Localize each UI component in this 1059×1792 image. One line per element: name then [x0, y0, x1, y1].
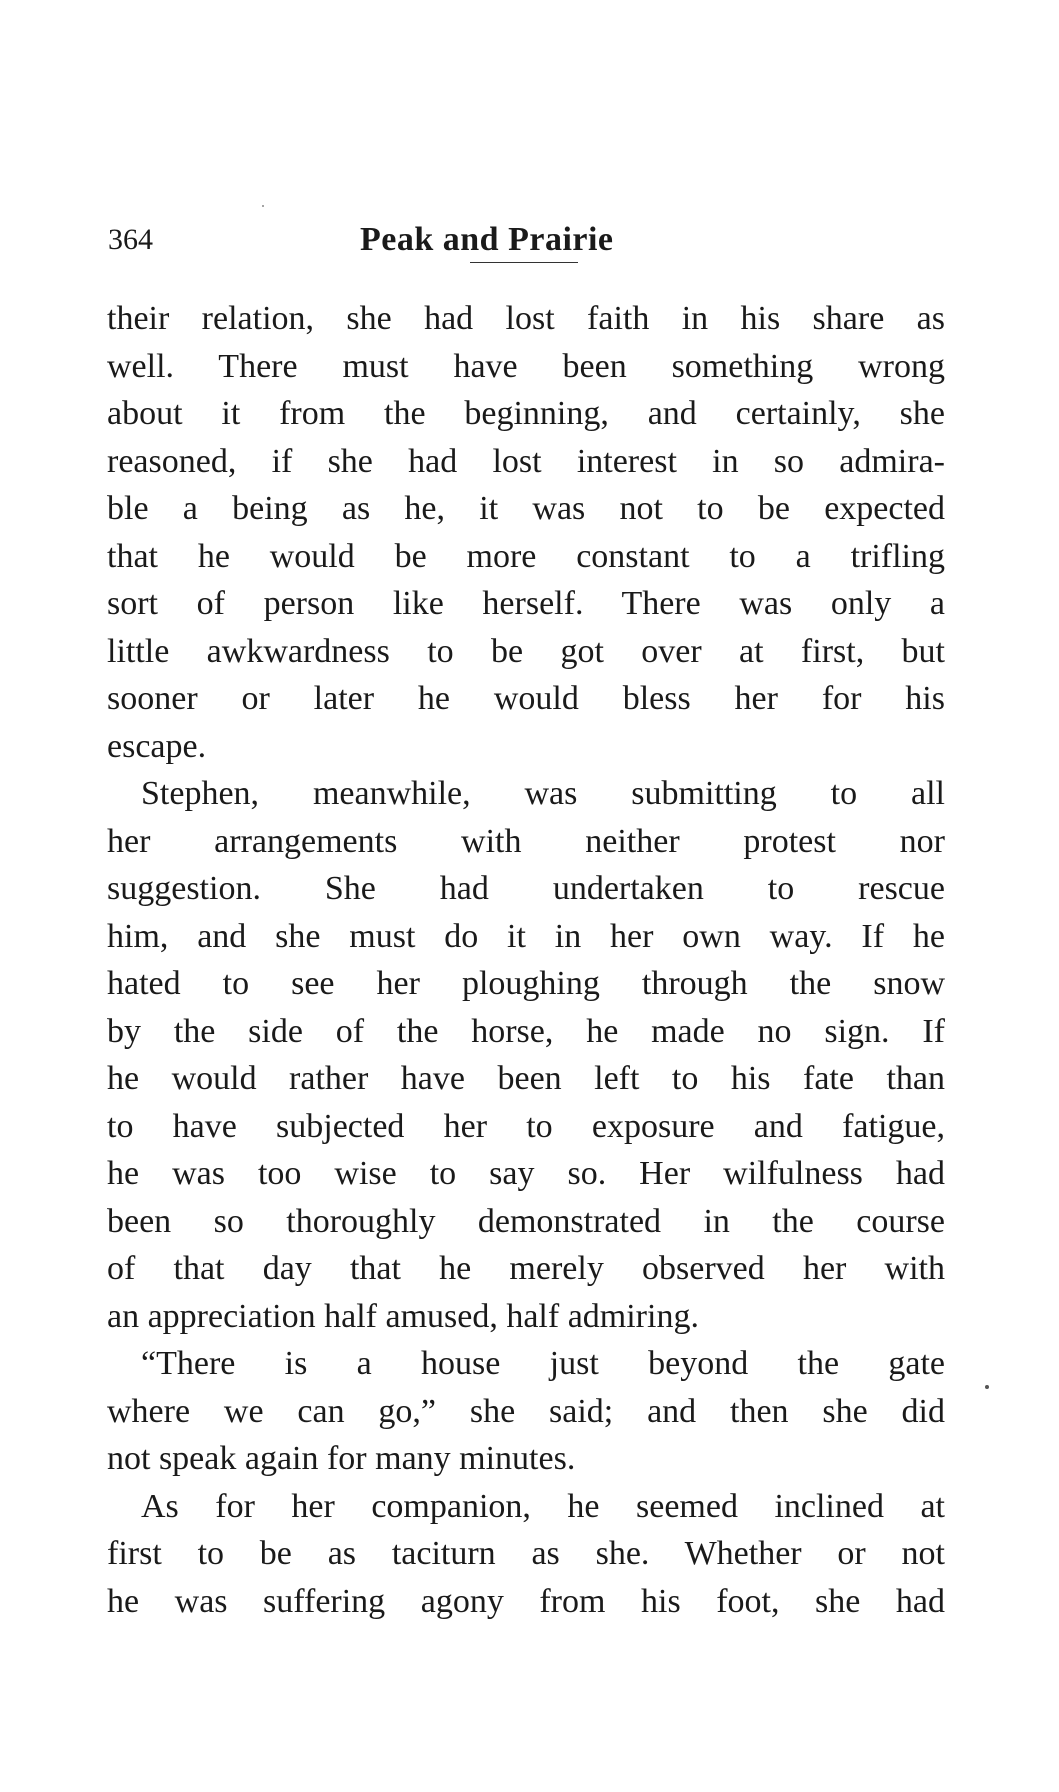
text-line: to have subjected her to exposure and fatigue,	[107, 1107, 945, 1145]
text-line: that he would be more constant to a trifling	[107, 537, 945, 575]
text-line: he was suffering agony from his foot, she had	[107, 1582, 945, 1620]
text-line: first to be as taciturn as she. Whether or not	[107, 1535, 945, 1572]
text-line: sooner or later he would bless her for his	[107, 680, 945, 717]
text-line: escape.	[107, 727, 207, 765]
text-line: he was too wise to say so. Her wilfulness had	[107, 1155, 945, 1192]
text-line: he would rather have been left to his fate than	[107, 1060, 945, 1097]
text-line: about it from the beginning, and certainly, she	[107, 395, 945, 432]
text-line: been so thoroughly demonstrated in the course	[107, 1202, 945, 1240]
page-header	[0, 218, 1059, 262]
running-title: Peak and Prairie	[360, 221, 614, 258]
text-line: their relation, she had lost faith in his share as	[107, 300, 945, 337]
page-number: 364	[108, 223, 153, 256]
text-line: “There is a house just beyond the gate	[141, 1345, 945, 1382]
text-line: not speak again for many minutes.	[107, 1440, 576, 1477]
text-line: an appreciation half amused, half admiring.	[107, 1297, 699, 1335]
title-underline	[470, 262, 578, 263]
text-line: her arrangements with neither protest nor	[107, 822, 945, 860]
scan-speck	[262, 205, 264, 207]
text-line: As for her companion, he seemed inclined at	[141, 1487, 945, 1525]
text-line: sort of person like herself. There was only a	[107, 585, 945, 622]
text-line: reasoned, if she had lost interest in so admira-	[107, 442, 945, 480]
text-line: well. There must have been something wrong	[107, 347, 945, 385]
text-line: Stephen, meanwhile, was submitting to all	[141, 775, 945, 812]
text-line: ble a being as he, it was not to be expected	[107, 490, 945, 527]
scan-speck	[985, 1385, 989, 1389]
body-text	[107, 295, 945, 1625]
text-line: of that day that he merely observed her with	[107, 1250, 945, 1287]
text-line: suggestion. She had undertaken to rescue	[107, 870, 945, 907]
text-line: by the side of the horse, he made no sign. If	[107, 1012, 945, 1050]
text-line: hated to see her ploughing through the snow	[107, 965, 945, 1002]
text-line: him, and she must do it in her own way. If he	[107, 917, 945, 955]
text-line: little awkwardness to be got over at first, but	[107, 632, 945, 670]
text-line: where we can go,” she said; and then she did	[107, 1392, 945, 1430]
